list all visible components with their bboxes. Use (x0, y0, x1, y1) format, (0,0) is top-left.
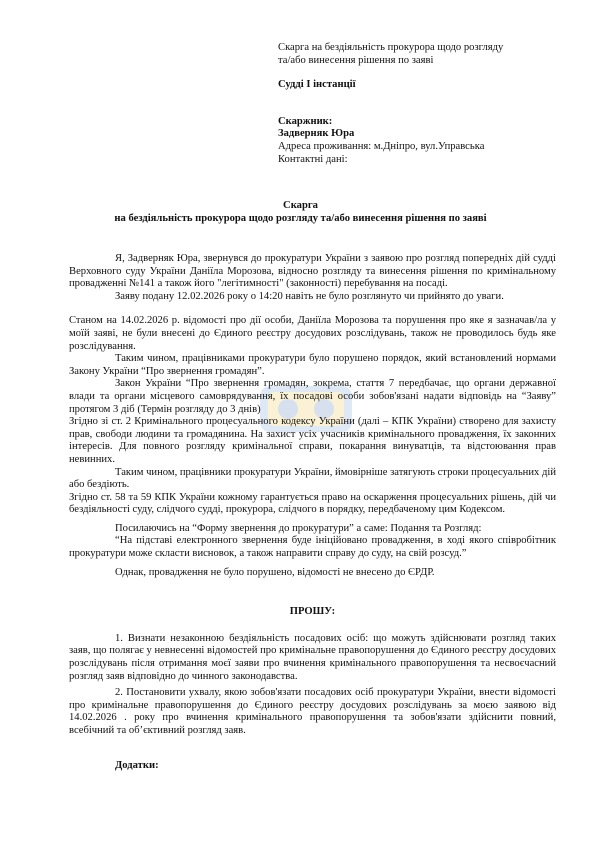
complainant-contacts: Контактні дані: (278, 153, 348, 165)
paragraph-4: Таким чином, працівниками прокуратури було порушено порядок, який встановлений нормами Закону України “Про звернення громадян”. (69, 353, 556, 377)
paragraph-6: Згідно зі ст. 2 Кримінального процесуального кодексу України (далі – КПК України) створено для захисту прав, свободи людини та громадянина. На захист усіх учасників кримінального провадження, їх законних інтересів. Для повного розгляду кримінальної справи, покарання винуватців, та відстоювання прав невинних. (69, 416, 556, 465)
paragraph-9: Посилаючись на “Форму звернення до прокуратури” а саме: Подання та Розгляд: (115, 522, 482, 534)
document-subtitle: на бездіяльність прокурора щодо розгляду та/або винесення рішення по заяві (114, 213, 487, 224)
paragraph-8: Згідно ст. 58 та 59 КПК України кожному гарантується право на оскарження процесуальних рішень, дій чи бездіяльності суду, слідчого судді, прокурора, слідчого в порядку, передбаченому цим Кодексом. (69, 491, 556, 516)
subject-line-2: та/або винесення рішення по заяві (278, 54, 434, 66)
paragraph-11: Однак, провадження не було порушено, відомості не внесено до ЄРДР. (115, 566, 435, 578)
request-item-2: 2. Постановити ухвалу, якою зобов'язати посадових осіб прокуратури України, внести відомості про кримінальне правопорушення до Єдиного реєстру досудових розслідувань за моєю заявою від 14.02.2026 . року про вчинення кримінального правопорушення та зобов'язати здійснити повний, всебічний та об’єктивний розгляд заяв. (69, 687, 556, 736)
complainant-name: Задверняк Юра (278, 128, 355, 140)
complainant-label: Скаржник: (278, 115, 333, 127)
request-heading: ПРОШУ: (289, 606, 336, 618)
paragraph-5: Закон України “Про звернення громадян, зокрема, стаття 7 передбачає, що органи державної влади та органи місцевого самоврядування, їх посадові особи зобов'язані надати відповідь на “Заяву” протягом 3 діб (Термін розгляду до 3 днів) (69, 378, 556, 415)
paragraph-1: Я, Задверняк Юра, звернувся до прокуратури України з заявою про розгляд попередніх дій судді Верховного суду України Даніїла Морозова, відносно розгляду та винесення рішення по кримінальному провадженні №141 а також його "легітимності" (законності) перебування на посаді. (69, 253, 556, 290)
document-body (69, 253, 556, 772)
document-header (278, 42, 578, 166)
request-item-1: 1. Визнати незаконною бездіяльність посадових осіб: що можуть здійснювати розгляд таких заяв, що полягає у невнесенні відомостей про кримінальне правопорушення до Єдиного реєстру досудових розслідувань після отримання моєї заяви про вчинення кримінального правопорушення та несвоєчасний розгляд заяв відповідно до чинного законодавства. (69, 632, 556, 682)
complainant-address: Адреса проживання: м.Дніпро, вул.Управська (278, 140, 485, 152)
paragraph-2: Заяву подану 12.02.2026 року о 14:20 навіть не було розглянуто чи прийнято до уваги. (115, 290, 504, 302)
document-title: Скарга (283, 200, 318, 211)
court-addressee: Судді І інстанції (278, 79, 356, 91)
quote-paragraph: “На підставі електронного звернення буде ініційовано провадження, в ході якого співробітник прокуратури може скласти висновок, а також направити справу до суду, на свій розсуд.” (69, 535, 556, 560)
subject-line-1: Скарга на бездіяльність прокурора щодо розгляду (278, 42, 504, 53)
attachments-heading: Додатки: (115, 759, 159, 771)
paragraph-3: Станом на 14.02.2026 р. відомості про дії особи, Даніїла Морозова та порушення про яке я зазначав/ла у моїй заяві, не були внесені до Єдиного реєстру досудових розслідувань, також не проводилось будь яке розслідування. (69, 315, 556, 352)
paragraph-7: Таким чином, працівники прокуратури України, ймовірніше затягують строки процесуальних дій або бездіють. (69, 466, 556, 491)
